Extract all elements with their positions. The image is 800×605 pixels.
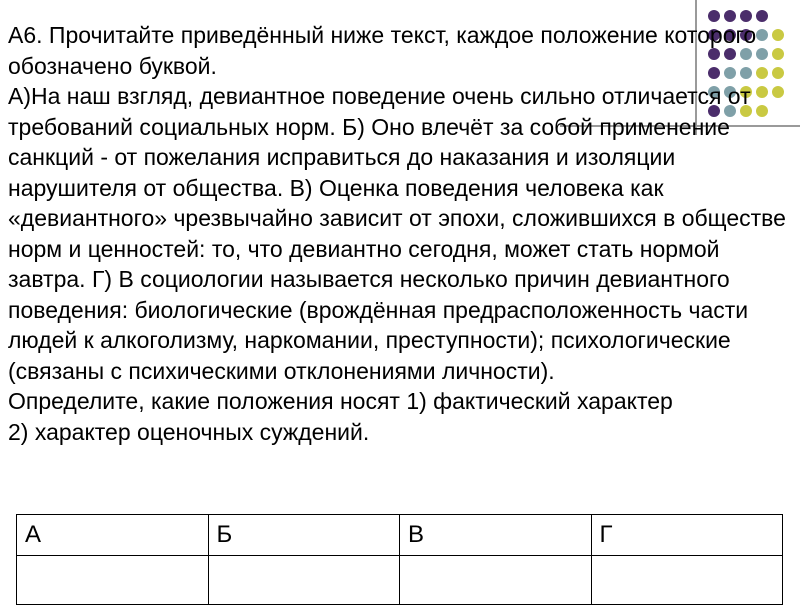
answer-cell-b[interactable] — [208, 556, 400, 605]
answer-cell-a[interactable] — [17, 556, 209, 605]
column-header-b: Б — [208, 515, 400, 556]
answer-cell-v[interactable] — [400, 556, 592, 605]
statement-g: Г) В социологии называется несколько причин девиантного поведения: биологические (врождённая предрасположенность части людей к алкоголизму, наркомании, преступности); психологические (связаны с психическими отклонениями личности). — [8, 266, 749, 384]
task-intro — [8, 20, 793, 81]
column-header-g: Г — [591, 515, 783, 556]
task-text — [8, 20, 793, 447]
answer-table — [16, 514, 783, 605]
column-header-v: В — [400, 515, 592, 556]
question-1: Определите, какие положения носят 1) фактический характер — [8, 388, 673, 414]
answer-cell-g[interactable] — [591, 556, 783, 605]
question-2: 2) характер оценочных суждений. — [8, 418, 370, 445]
task-body — [8, 81, 793, 386]
statement-v: В) Оценка поведения человека как «девиантного» чрезвычайно зависит от эпохи, сложившихся в обществе норм и ценностей: то, что девиантно сегодня, может стать нормой завтра. — [8, 174, 786, 292]
answer-table-header-row — [17, 515, 783, 556]
statement-b: Б) Оно влечёт за собой применение санкций - от пожелания исправиться до наказания и изоляции нарушителя от общества. — [8, 113, 730, 201]
column-header-a: А — [17, 515, 209, 556]
task-number: А6. — [8, 22, 43, 48]
answer-table-answer-row — [17, 556, 783, 605]
statement-a: А)На наш взгляд, девиантное поведение очень сильно отличается от требований социальных норм. — [8, 83, 751, 140]
task-intro-text: Прочитайте приведённый ниже текст, каждое положение которого обозначено буквой. — [8, 22, 757, 79]
